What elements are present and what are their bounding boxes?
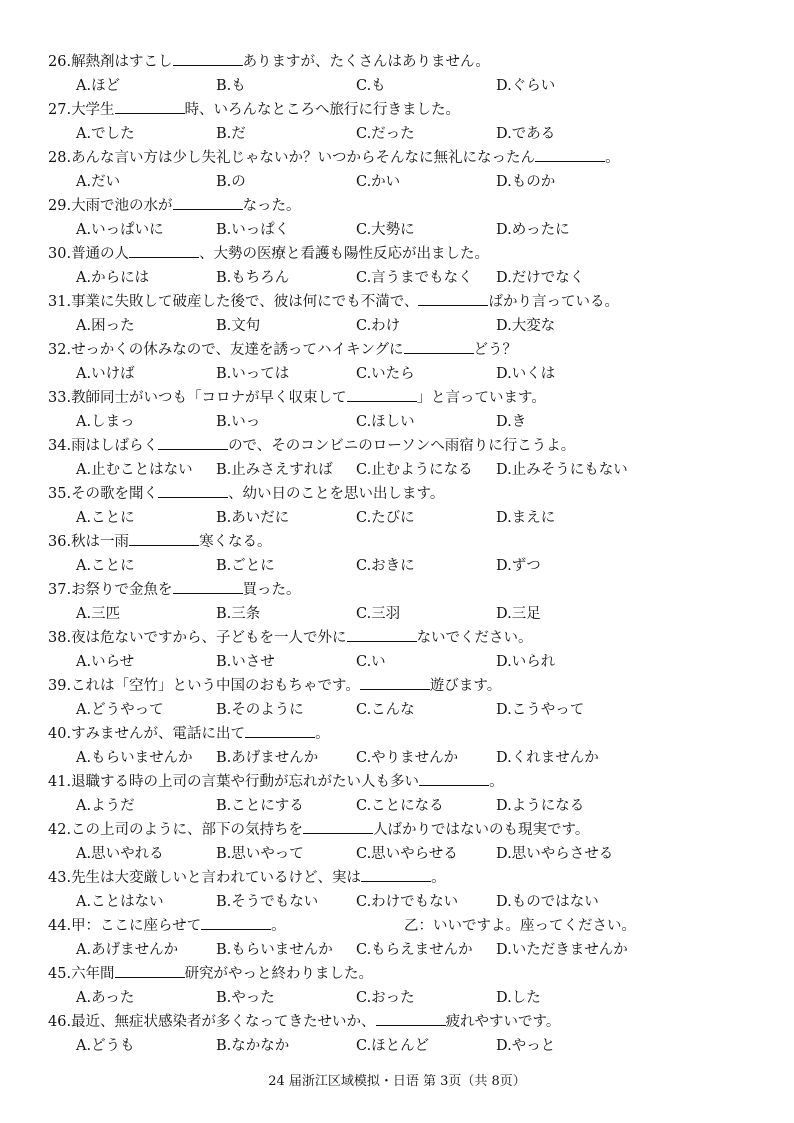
option-a[interactable]: A.ことに [76,558,135,574]
stem-text-after: 、幼い日のことを思い出します。 [228,486,445,502]
option-d[interactable]: D.いられ [496,654,556,670]
option-a[interactable]: A.いらせ [76,654,135,670]
question-number: 44. [48,918,72,934]
option-a[interactable]: A.ほど [76,78,121,94]
stem-text-before: 大雨で池の水が [71,198,173,214]
option-d[interactable]: D.くれませんか [496,750,599,766]
answer-blank[interactable] [158,483,228,498]
question-stem [48,338,768,362]
option-a[interactable]: A.困った [76,318,135,334]
option-b[interactable]: B.やった [216,990,275,1006]
option-c[interactable]: C.思いやらせる [356,846,458,862]
option-a[interactable]: A.ようだ [76,798,135,814]
answer-blank[interactable] [535,147,605,162]
option-c[interactable]: C.ことになる [356,798,444,814]
question-stem [48,722,768,746]
option-b[interactable]: B.もらいませんか [216,942,333,958]
question-number: 28. [48,150,72,166]
stem-text-after: ないでください。 [416,630,533,646]
stem-text-after: 遊びます。 [429,678,502,694]
answer-blank[interactable] [173,195,243,210]
question-number: 41. [48,774,72,790]
option-b[interactable]: B.いっぱく [216,222,290,238]
stem-text-before: 秋は一雨 [71,534,130,550]
option-b[interactable]: B.そうでもない [216,894,319,910]
stem-text-after: どう？ [473,342,518,358]
option-b[interactable]: B.いっ [216,414,261,430]
option-b[interactable]: B.三条 [216,606,261,622]
question-stem [48,530,768,554]
question-number: 34. [48,438,72,454]
option-a[interactable]: A.あげませんか [76,942,179,958]
option-a[interactable]: A.ことに [76,510,135,526]
option-c[interactable]: C.三羽 [356,606,401,622]
stem-text-before: 六年間 [71,966,115,982]
option-row [76,122,776,146]
option-b[interactable]: B.だ [216,126,246,142]
option-row [76,794,776,818]
option-c[interactable]: C.いたら [356,366,415,382]
question-number: 42. [48,822,72,838]
question-number: 38. [48,630,72,646]
option-row [76,602,776,626]
stem-text-after: ばかり言っている。 [488,294,619,310]
option-row [76,74,776,98]
question-stem [48,146,768,170]
option-c[interactable]: C.わけでもない [356,894,459,910]
option-a[interactable]: A.でした [76,126,135,142]
question-stem [48,866,768,890]
question-number: 32. [48,342,72,358]
stem-text-after: 研究がやっと終わりました。 [184,966,374,982]
option-d[interactable]: D.大変な [496,318,556,334]
stem-text-before: その歌を聞く [71,486,159,502]
option-d[interactable]: D.した [496,990,541,1006]
stem-text-after: なった。 [242,198,301,214]
answer-blank[interactable] [360,675,430,690]
option-row [76,410,776,434]
option-a[interactable]: A.いっぱいに [76,222,164,238]
option-c[interactable]: C.ほしい [356,414,415,430]
option-c[interactable]: C.もらえませんか [356,942,473,958]
stem-text-after: 時、いろんなところへ旅行に行きました。 [184,102,461,118]
question-number: 39. [48,678,72,694]
stem-text-after: 人ばかりではないのも現実です。 [373,822,590,838]
question-number: 46. [48,1014,72,1030]
option-a[interactable]: A.どうやって [76,702,164,718]
page-footer: 24 届浙江区域模拟・日语 第 3页（共 8页） [268,1074,526,1089]
option-a[interactable]: A.ことはない [76,894,164,910]
option-d[interactable]: D.まえに [496,510,556,526]
option-d[interactable]: D.止みそうにもない [496,462,628,478]
question-stem [48,626,768,650]
stem-text-before: 事業に失敗して破産した後で、彼は何にでも不満で、 [71,294,419,310]
option-d[interactable]: D.こうやって [496,702,585,718]
stem-text-after: 買った。 [242,582,301,598]
stem-text-after: 、大勢の医療と看護も陽性反応が出ました。 [199,246,490,262]
option-d[interactable]: D.ものではない [496,894,599,910]
answer-blank[interactable] [418,291,488,306]
stem-text-before: 最近、無症状感染者が多くなってきたせいか、 [71,1014,376,1030]
option-c[interactable]: C.だった [356,126,415,142]
answer-blank[interactable] [115,963,185,978]
option-a[interactable]: A.あった [76,990,135,1006]
option-d[interactable]: D.いくは [496,366,556,382]
option-b[interactable]: B.思いやって [216,846,304,862]
option-row [76,698,776,722]
question-stem [48,194,768,218]
option-c[interactable]: C.やりませんか [356,750,459,766]
option-row [76,1034,776,1058]
option-b[interactable]: B.もちろん [216,270,290,286]
dialogue-reply: 乙：いいですよ。座ってください。 [404,918,636,934]
question-number: 27. [48,102,72,118]
answer-blank[interactable] [173,579,243,594]
stem-text-after: ので、そのコンビニのローソンへ雨宿りに行こうよ。 [228,438,576,454]
stem-text-before: せっかくの休みなので、友達を誘ってハイキングに [71,342,404,358]
answer-blank[interactable] [404,339,474,354]
option-b[interactable]: B.あげませんか [216,750,319,766]
stem-text-before: 普通の人 [71,246,130,262]
option-c[interactable]: C.止むようになる [356,462,473,478]
stem-text-before: 雨はしばらく [71,438,159,454]
question-number: 43. [48,870,72,886]
option-row [76,362,776,386]
option-b[interactable]: B.いっては [216,366,290,382]
option-a[interactable]: A.三匹 [76,606,121,622]
option-b[interactable]: B.そのように [216,702,304,718]
stem-text-before: 甲：ここに座らせて [71,918,202,934]
answer-blank[interactable] [419,771,489,786]
option-c[interactable]: C.大勢に [356,222,415,238]
question-stem [48,482,768,506]
option-c[interactable]: C.い [356,654,386,670]
option-c[interactable]: C.こんな [356,702,415,718]
question-stem [48,818,768,842]
answer-blank[interactable] [201,915,271,930]
option-c[interactable]: C.ほとんど [356,1038,430,1054]
option-d[interactable]: D.ずつ [496,558,541,574]
stem-text-before: 解熱剤はすこし [71,54,173,70]
answer-blank[interactable] [347,387,417,402]
question-stem [48,674,768,698]
option-row [76,314,776,338]
question-stem [48,386,768,410]
option-a[interactable]: A.止むことはない [76,462,193,478]
option-row [76,266,776,290]
question-number: 40. [48,726,72,742]
option-a[interactable]: A.どうも [76,1038,135,1054]
option-row [76,890,776,914]
stem-text-after: 。 [315,726,330,742]
question-number: 45. [48,966,72,982]
stem-text-after: 。 [489,774,504,790]
question-number: 26. [48,54,72,70]
option-row [76,746,776,770]
answer-blank[interactable] [129,531,199,546]
question-stem [48,914,768,938]
option-b[interactable]: B.も [216,78,246,94]
option-d[interactable]: D.ぐらい [496,78,556,94]
question-number: 29. [48,198,72,214]
option-row [76,218,776,242]
stem-text-after: 寒くなる。 [199,534,272,550]
question-number: 35. [48,486,72,502]
option-c[interactable]: C.わけ [356,318,401,334]
question-stem [48,1010,768,1034]
option-d[interactable]: D.三足 [496,606,541,622]
option-b[interactable]: B.止みさえすれば [216,462,333,478]
answer-blank[interactable] [347,627,417,642]
option-c[interactable]: C.たびに [356,510,415,526]
option-row [76,458,776,482]
option-c[interactable]: C.おきに [356,558,415,574]
stem-text-before: 先生は大変厳しいと言われているけど、実は [71,870,362,886]
option-a[interactable]: A.からには [76,270,150,286]
question-number: 33. [48,390,72,406]
answer-blank[interactable] [245,723,315,738]
question-stem [48,98,768,122]
stem-text-after: 。 [271,918,286,934]
answer-blank[interactable] [173,51,243,66]
option-row [76,986,776,1010]
stem-text-after: 疲れやすいです。 [445,1014,561,1030]
stem-text-before: 教師同士がいつも「コロナが早く収束して [71,390,347,406]
stem-text-before: あんな言い方は少し失礼じゃないか？いつからそんなに無礼になったん [71,150,536,166]
answer-blank[interactable] [129,243,199,258]
option-d[interactable]: D.いただきませんか [496,942,628,958]
option-b[interactable]: B.文句 [216,318,261,334]
question-number: 30. [48,246,72,262]
question-number: 31. [48,294,72,310]
answer-blank[interactable] [303,819,373,834]
option-c[interactable]: C.も [356,78,386,94]
stem-text-before: すみませんが、電話に出て [71,726,246,742]
stem-text-before: 退職する時の上司の言葉や行動が忘れがたい人も多い [71,774,420,790]
answer-blank[interactable] [115,99,185,114]
question-stem [48,770,768,794]
option-b[interactable]: B.ことにする [216,798,304,814]
option-b[interactable]: B.あいだに [216,510,290,526]
answer-blank[interactable] [158,435,228,450]
stem-text-after: 。 [431,870,446,886]
option-row [76,842,776,866]
option-c[interactable]: C.かい [356,174,401,190]
question-number: 37. [48,582,72,598]
option-row [76,506,776,530]
option-d[interactable]: D.ものか [496,174,556,190]
option-d[interactable]: D.である [496,126,556,142]
option-a[interactable]: A.もらいませんか [76,750,193,766]
stem-text-after: 。 [605,150,620,166]
option-a[interactable]: A.思いやれる [76,846,164,862]
option-a[interactable]: A.だい [76,174,121,190]
option-d[interactable]: D.ようになる [496,798,585,814]
stem-text-before: 夜は危ないですから、子どもを一人で外に [71,630,347,646]
option-a[interactable]: A.しまっ [76,414,135,430]
stem-text-after: ありますが、たくさんはありません。 [242,54,490,70]
question-stem [48,578,768,602]
option-b[interactable]: B.なかなか [216,1038,290,1054]
question-stem [48,50,768,74]
option-d[interactable]: D.やっと [496,1038,556,1054]
option-row [76,938,776,962]
option-a[interactable]: A.いけば [76,366,135,382]
option-b[interactable]: B.ごとに [216,558,275,574]
stem-text-before: この上司のように、部下の気持ちを [71,822,304,838]
option-row [76,170,776,194]
option-b[interactable]: B.いさせ [216,654,275,670]
question-number: 36. [48,534,72,550]
option-row [76,650,776,674]
stem-text-before: お祭りで金魚を [71,582,173,598]
option-d[interactable]: D.き [496,414,527,430]
stem-text-after: 」と言っています。 [416,390,546,406]
stem-text-before: 大学生 [71,102,115,118]
option-c[interactable]: C.言うまでもなく [356,270,473,286]
option-d[interactable]: D.めったに [496,222,570,238]
option-b[interactable]: B.の [216,174,246,190]
option-d[interactable]: D.思いやらさせる [496,846,614,862]
question-stem [48,290,768,314]
question-stem [48,434,768,458]
option-c[interactable]: C.おった [356,990,415,1006]
answer-blank[interactable] [376,1011,446,1026]
option-d[interactable]: D.だけでなく [496,270,585,286]
answer-blank[interactable] [361,867,431,882]
option-row [76,554,776,578]
question-stem [48,242,768,266]
question-stem [48,962,768,986]
stem-text-before: これは「空竹」という中国のおもちゃです。 [71,678,360,694]
